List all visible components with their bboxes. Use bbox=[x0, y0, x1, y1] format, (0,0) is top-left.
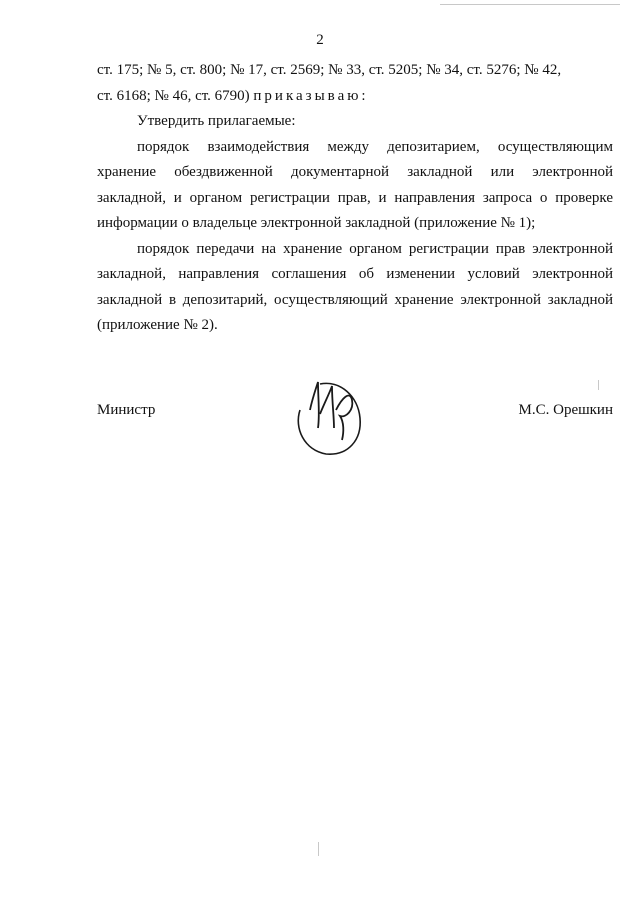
body-line-1: ст. 175; № 5, ст. 800; № 17, ст. 2569; № 33, ст. 5205; № 34, ст. 5276; № 42, bbox=[97, 62, 562, 78]
body-line-2 bbox=[97, 84, 613, 110]
signer-position: Министр bbox=[97, 402, 156, 418]
citation-end: ст. 6168; № 46, ст. 6790) bbox=[97, 87, 250, 104]
scan-artifact-top bbox=[440, 4, 620, 5]
scan-artifact-mark-2 bbox=[318, 842, 319, 856]
document-body bbox=[97, 58, 613, 339]
order-word: приказываю: bbox=[253, 87, 369, 104]
approve-intro: Утвердить прилагаемые: bbox=[137, 113, 296, 129]
page-number: 2 bbox=[316, 32, 324, 48]
scan-artifact-mark-1 bbox=[598, 380, 599, 390]
handwritten-signature bbox=[290, 370, 366, 460]
appendix-item-1: порядок взаимодействия между депозитарием, осуществляющим хранение обездвиженной документарной закладной или электронной закладной, и органом регистрации прав, и направления запроса о проверке информации о владельце электронной закладной (приложение № 1); bbox=[97, 138, 613, 231]
signer-name: М.С. Орешкин bbox=[518, 402, 613, 418]
appendix-item-2: порядок передачи на хранение органом регистрации прав электронной закладной, направления соглашения об изменении условий электронной закладной в депозитарий, осуществляющий хранение электронной закладной (приложение № 2). bbox=[97, 240, 613, 333]
